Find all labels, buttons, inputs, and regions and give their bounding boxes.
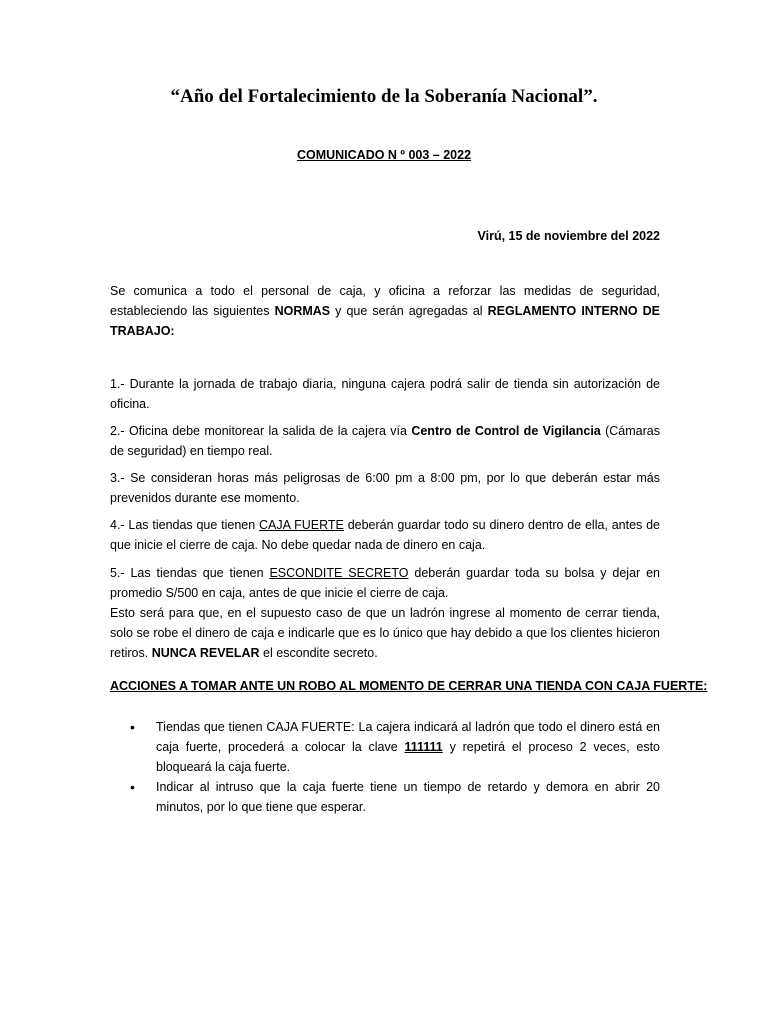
- rule-5-text-f: el escondite secreto.: [259, 646, 378, 660]
- action-1-text-a: Tiendas que tienen CAJA FUERTE: La cajera indicará al ladrón que todo el dinero está en caja fuerte, procederá a colocar la clave: [156, 720, 660, 754]
- action-item-2: [110, 777, 660, 817]
- rule-2-text-a: 2.- Oficina debe monitorear la salida de la cajera vía: [110, 424, 412, 438]
- rule-1: 1.- Durante la jornada de trabajo diaria, ninguna cajera podrá salir de tienda sin autorización de oficina.: [110, 377, 660, 411]
- rule-5-text-c: deberán guardar toda su bolsa y dejar en promedio S/500 en caja, antes de que inicie el cierre de caja.: [110, 566, 660, 600]
- date-line: Virú, 15 de noviembre del 2022: [477, 229, 660, 243]
- intro-text-2: y que serán agregadas al: [330, 304, 488, 318]
- actions-heading: ACCIONES A TOMAR ANTE UN ROBO AL MOMENTO DE CERRAR UNA TIENDA CON CAJA FUERTE:: [110, 679, 708, 693]
- intro-reglamento: REGLAMENTO INTERNO DE TRABAJO:: [110, 304, 660, 338]
- rule-4-caja-fuerte: CAJA FUERTE: [259, 518, 344, 532]
- rule-2-text-c: (Cámaras de seguridad) en tiempo real.: [110, 424, 660, 458]
- bullet-icon: •: [130, 719, 135, 735]
- rule-5-nunca-revelar: NUNCA REVELAR: [151, 646, 260, 660]
- intro-text-1: Se comunica a todo el personal de caja, y oficina a reforzar las medidas de seguridad, estableciendo las siguientes: [110, 284, 660, 318]
- rule-4-text-a: 4.- Las tiendas que tienen: [110, 518, 260, 532]
- action-1-clave: 111111: [404, 740, 443, 754]
- rule-4: [110, 515, 660, 555]
- rule-2-center: Centro de Control de Vigilancia: [411, 424, 601, 438]
- actions-list: [110, 717, 660, 817]
- intro-paragraph: [110, 281, 660, 341]
- comunicado-number: COMUNICADO N º 003 – 2022: [296, 148, 472, 162]
- rule-5-escondite: ESCONDITE SECRETO: [269, 566, 409, 580]
- rule-5: [110, 563, 660, 663]
- action-2-text: Indicar al intruso que la caja fuerte tiene un tiempo de retardo y demora en abrir 20 minutos, por lo que tiene que esperar.: [156, 780, 660, 814]
- rule-4-text-c: deberán guardar todo su dinero dentro de ella, antes de que inicie el cierre de caja. No debe quedar nada de dinero en caja.: [110, 518, 661, 552]
- action-item-1: [110, 717, 660, 777]
- bullet-icon: •: [130, 779, 135, 795]
- year-title: “Año del Fortalecimiento de la Soberanía Nacional”.: [170, 86, 598, 107]
- action-1-text-c: y repetirá el proceso 2 veces, esto bloqueará la caja fuerte.: [156, 740, 660, 774]
- rule-5-text-d: Esto será para que, en el supuesto caso de que un ladrón ingrese al momento de cerrar tienda, solo se robe el dinero de caja e indicarle que es lo único que hay debido a que los clientes hicieron retiros.: [110, 606, 660, 660]
- intro-normas: NORMAS: [274, 304, 331, 318]
- rule-3: 3.- Se consideran horas más peligrosas de 6:00 pm a 8:00 pm, por lo que deberán estar más prevenidos durante ese momento.: [110, 471, 660, 505]
- rule-2: [110, 421, 660, 461]
- rule-5-text-a: 5.- Las tiendas que tienen: [110, 566, 270, 580]
